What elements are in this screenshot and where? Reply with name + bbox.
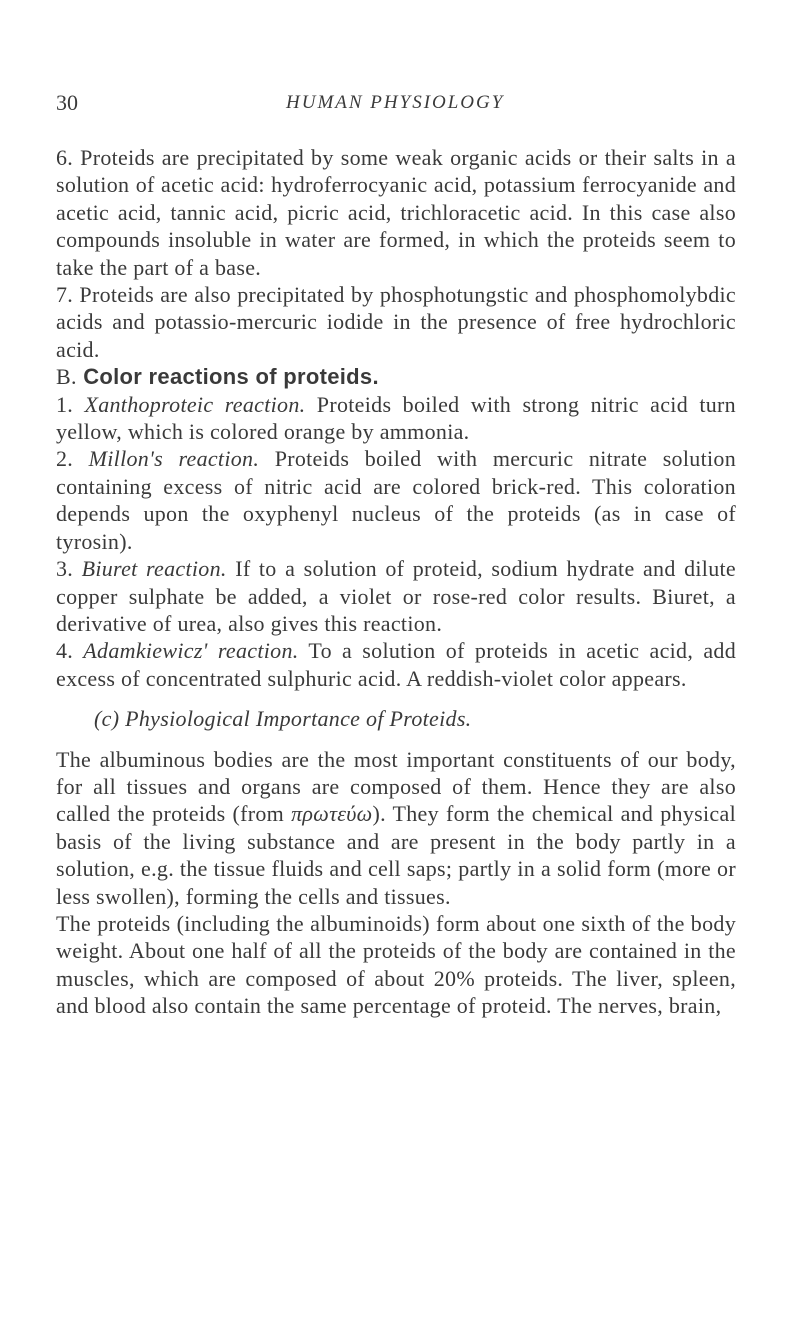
running-title: HUMAN PHYSIOLOGY (286, 92, 505, 113)
item-number: 1. (56, 391, 74, 417)
section-title: Color reactions of proteids. (83, 364, 379, 390)
subsection-title: Physiological Importance of Proteids. (125, 706, 472, 732)
section-letter: B. (56, 364, 77, 390)
paragraph-albuminous (56, 746, 736, 910)
greek-word: πρωτεύω (291, 801, 373, 827)
reaction-name: Adamkiewicz' reaction. (83, 638, 299, 664)
reaction-name: Biuret reaction. (81, 556, 227, 582)
list-item-7 (56, 281, 736, 363)
page-number: 30 (56, 90, 78, 115)
paragraph-text: The albuminous bodies are the most important constituents of our body, for all tissues and organs are composed of them. Hence they are also called the proteids (from (56, 746, 736, 827)
paragraph-text-cont: ). They form the chemical and physical basis of the living substance and are present in the body partly in a solution, e.g. the tissue fluids and cell saps; partly in a solid form (more or less swollen), forming the cells and tissues. (56, 801, 736, 909)
paragraph-body-weight (56, 910, 736, 1020)
item-text: If to a solution of proteid, sodium hydrate and dilute copper sulphate be added, a violet or rose-red color results. Biuret, a derivative of urea, also gives this reaction. (56, 556, 736, 636)
page-body (56, 144, 736, 1020)
list-item-6 (56, 144, 736, 281)
section-heading-color-reactions (56, 363, 736, 390)
list-item-millon (56, 445, 736, 555)
paragraph-text: The proteids (including the albuminoids) form about one sixth of the body weight. About one half of all the proteids of the body are contained in the muscles, which are composed of about 20% proteids. The liver, spleen, and blood also contain the same percentage of proteid. The nerves, brain, (56, 910, 736, 1019)
item-number: 4. (56, 638, 74, 664)
item-text: Proteids are precipitated by some weak organic acids or their salts in a solution of acetic acid: hydroferrocyanic acid, potassium ferrocyanide and acetic acid, tannic acid, picric acid, trichloracetic acid. In this case also compounds insoluble in water are formed, in which the proteids seem to take the part of a base. (56, 145, 736, 280)
item-text: Proteids boiled with mercuric nitrate solution containing excess of nitric acid are colored brick-red. This coloration depends upon the oxyphenyl nucleus of the proteids (as in case of tyrosin). (56, 446, 736, 554)
list-item-biuret (56, 555, 736, 637)
item-number: 7. (56, 282, 74, 308)
item-text: Proteids boiled with strong nitric acid turn yellow, which is colored orange by ammonia. (56, 391, 736, 445)
item-number: 2. (56, 446, 74, 472)
reaction-name: Millon's reaction. (88, 446, 260, 472)
item-number: 6. (56, 145, 74, 170)
item-text: To a solution of proteids in acetic acid, add excess of concentrated sulphuric acid. A reddish-violet color appears. (56, 638, 737, 691)
reaction-name: Xanthoproteic reaction. (84, 391, 306, 417)
list-item-xanthoproteic (56, 391, 736, 446)
subsection-heading (94, 705, 736, 732)
list-item-adamkiewicz (56, 637, 736, 692)
subsection-label: (c) (94, 706, 120, 732)
item-text: Proteids are also precipitated by phosphotungstic and phosphomolybdic acids and potassio-mercuric iodide in the presence of free hydrochloric acid. (56, 282, 736, 362)
page-header (56, 90, 746, 120)
item-number: 3. (56, 556, 74, 582)
